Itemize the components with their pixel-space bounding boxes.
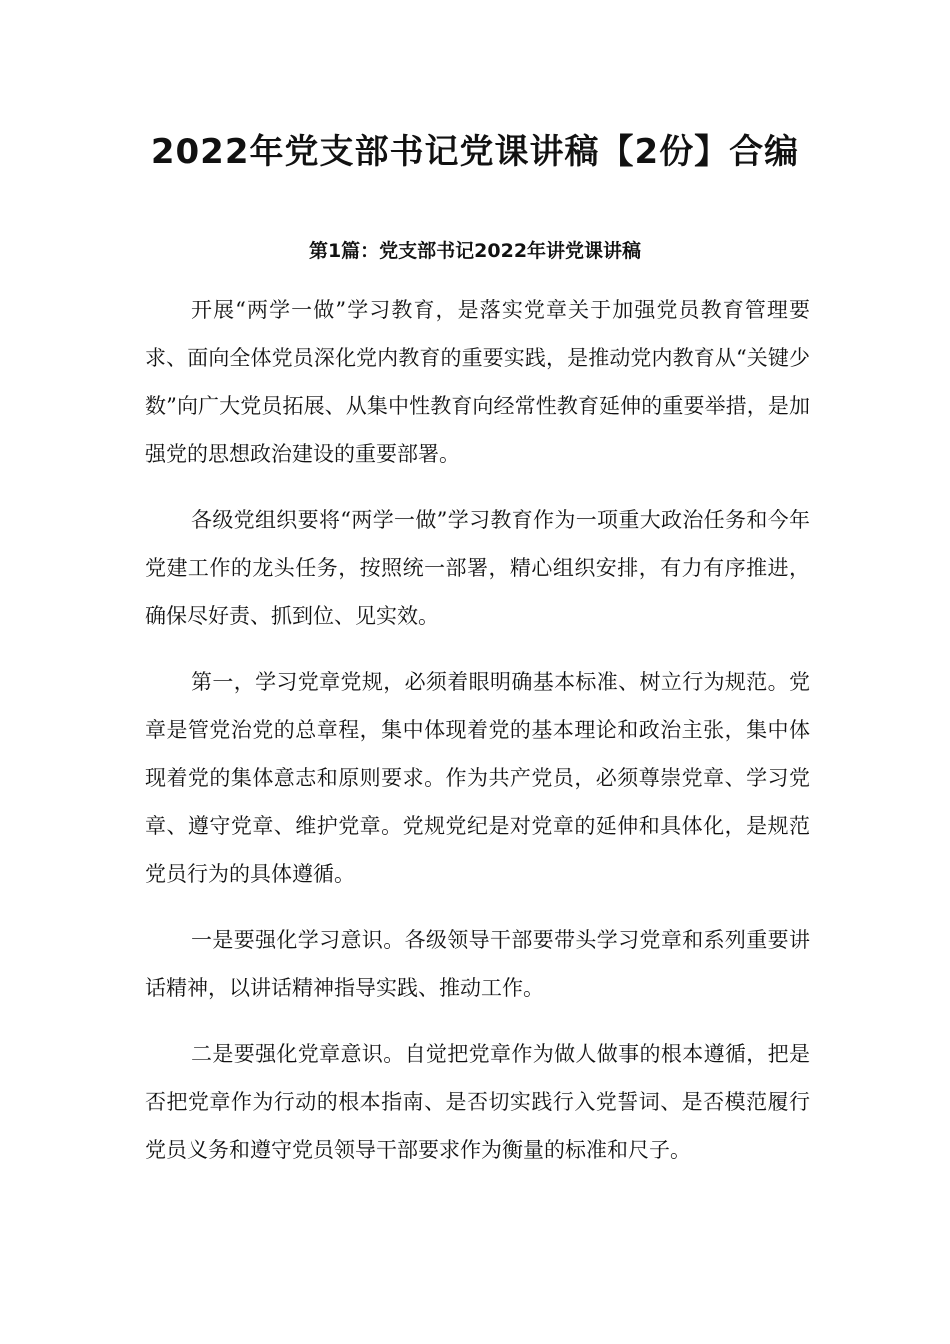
body-paragraph: 各级党组织要将“两学一做”学习教育作为一项重大政治任务和今年党建工作的龙头任务，按照统一部署，精心组织安排，有力有序推进，确保尽好责、抓到位、见实效。 xyxy=(145,508,810,628)
document-title: 2022年党支部书记党课讲稿【2份】合编 xyxy=(150,132,800,172)
document-body xyxy=(145,286,810,1192)
body-paragraph: 二是要强化党章意识。自觉把党章作为做人做事的根本遵循，把是否把党章作为行动的根本指南、是否切实践行入党誓词、是否模范履行党员义务和遵守党员领导干部要求作为衡量的标准和尺子。 xyxy=(145,1042,810,1162)
body-paragraph: 第一，学习党章党规，必须着眼明确基本标准、树立行为规范。党章是管党治党的总章程，集中体现着党的基本理论和政治主张，集中体现着党的集体意志和原则要求。作为共产党员，必须尊崇党章、学习党章、遵守党章、维护党章。党规党纪是对党章的延伸和具体化，是规范党员行为的具体遵循。 xyxy=(145,670,810,886)
body-paragraph: 一是要强化学习意识。各级领导干部要带头学习党章和系列重要讲话精神，以讲话精神指导实践、推动工作。 xyxy=(145,928,810,1000)
body-paragraph: 开展“两学一做”学习教育，是落实党章关于加强党员教育管理要求、面向全体党员深化党内教育的重要实践，是推动党内教育从“关键少数”向广大党员拓展、从集中性教育向经常性教育延伸的重要举措，是加强党的思想政治建设的重要部署。 xyxy=(145,298,810,466)
section-heading: 第1篇：党支部书记2022年讲党课讲稿 xyxy=(308,240,642,262)
